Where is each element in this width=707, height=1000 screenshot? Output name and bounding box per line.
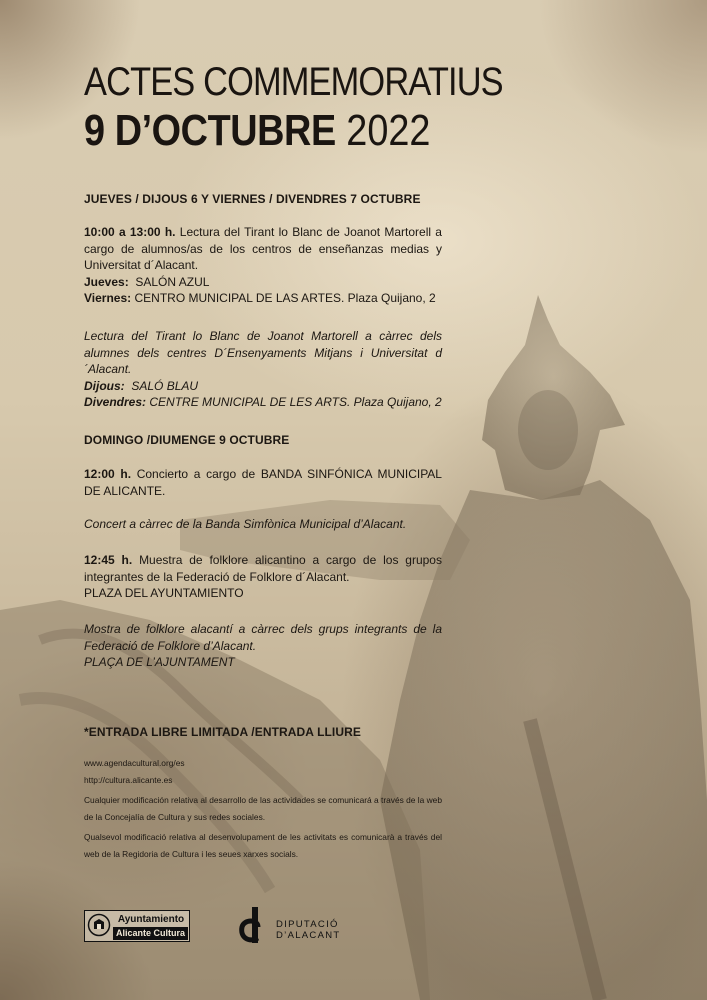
section1-description [84,224,442,274]
event-folklore-place: PLAZA DEL AYUNTAMIENTO [84,586,244,600]
footer-info [84,755,442,863]
jueves-label: Jueves: [84,274,129,289]
diputacio-mark-icon [236,905,272,945]
entrada-notice: *ENTRADA LIBRE LIMITADA /ENTRADA LLIURE [84,725,361,739]
event-concert-time: 12:00 h. [84,467,132,481]
dijous-value: SALÓ BLAU [131,378,199,393]
title-date-bold: 9 D’OCTUBRE [84,106,336,155]
diputacio-logo [236,905,346,945]
event-folklore-text: Muestra de folklore alicantino a cargo de los grupos integrantes de la Federació de Folklore d´Alacant. [84,553,442,584]
event-folklore-time: 12:45 h. [84,553,133,567]
divendres-value: CENTRE MUNICIPAL DE LES ARTS. Plaza Quijano, 2 [149,395,442,409]
jueves-value: SALÓN AZUL [135,274,210,289]
viernes-value: CENTRO MUNICIPAL DE LAS ARTES. Plaza Quijano, 2 [134,291,436,305]
section1-val-text: Lectura del Tirant lo Blanc de Joanot Martorell a càrrec dels alumnes dels centres D´Ensenyaments Mitjans i Universitat d´Alacant. [84,329,442,376]
event-concert-text: Concierto a cargo de BANDA SINFÓNICA MUNICIPAL DE ALICANTE. [84,467,442,498]
event-folklore-val-place: PLAÇA DE L’AJUNTAMENT [84,655,235,669]
footer-url-cultura: http://cultura.alicante.es [84,775,173,785]
event-folklore-val-text: Mostra de folklore alacantí a càrrec dels grups integrants de la Federació de Folklore d’Alacant. [84,622,442,653]
poster-title-date [84,106,445,156]
event-folklore [84,552,442,602]
section1-time: 10:00 a 13:00 h. [84,225,176,239]
divendres-label: Divendres: [84,395,147,409]
event-folklore-val [84,621,442,671]
section1-divendres [84,394,442,411]
alicante-cultura-label: Alicante Cultura [113,927,188,940]
footer-note-val: Qualsevol modificació relativa al desenvolupament de les activitats es comunicarà a través del web de la Regidoria de Cultura i les seues xarxes socials. [84,832,442,859]
event-folklore-desc [84,552,442,585]
poster-title-line1: ACTES COMMEMORATIUS [84,60,503,104]
viernes-label: Viernes: [84,291,132,305]
footer-note-es: Cualquier modificación relativa al desarrollo de las actividades se comunicará a través de la web de la Concejalía de Cultura y sus redes sociales. [84,795,442,822]
event-concert-val: Concert a càrrec de la Banda Simfònica Municipal d’Alacant. [84,517,407,531]
ayuntamiento-name: Ayuntamiento [117,914,185,925]
section1-dijous [84,378,442,395]
section1-viernes [84,290,442,307]
section1-spanish [84,224,442,307]
section1-text: Lectura del Tirant lo Blanc de Joanot Martorell a cargo de alumnos/as de los centros de enseñanzas medias y Universitat d´Alacant. [84,225,442,272]
diputacio-name [276,919,346,941]
dijous-label: Dijous: [84,378,125,393]
diputacio-line1: DIPUTACIÓ [276,919,339,930]
section1-valencian [84,328,442,411]
section2-heading: DOMINGO /DIUMENGE 9 OCTUBRE [84,433,290,447]
section1-jueves [84,274,442,291]
ayuntamiento-logo [84,910,190,942]
city-seal-icon [87,913,111,937]
section1-heading: JUEVES / DIJOUS 6 Y VIERNES / DIVENDRES 7 OCTUBRE [84,192,421,206]
title-year: 2022 [346,106,431,155]
diputacio-line2: D’ALACANT [276,930,341,941]
event-concert [84,466,442,499]
footer-url-agenda: www.agendacultural.org/es [84,758,185,768]
